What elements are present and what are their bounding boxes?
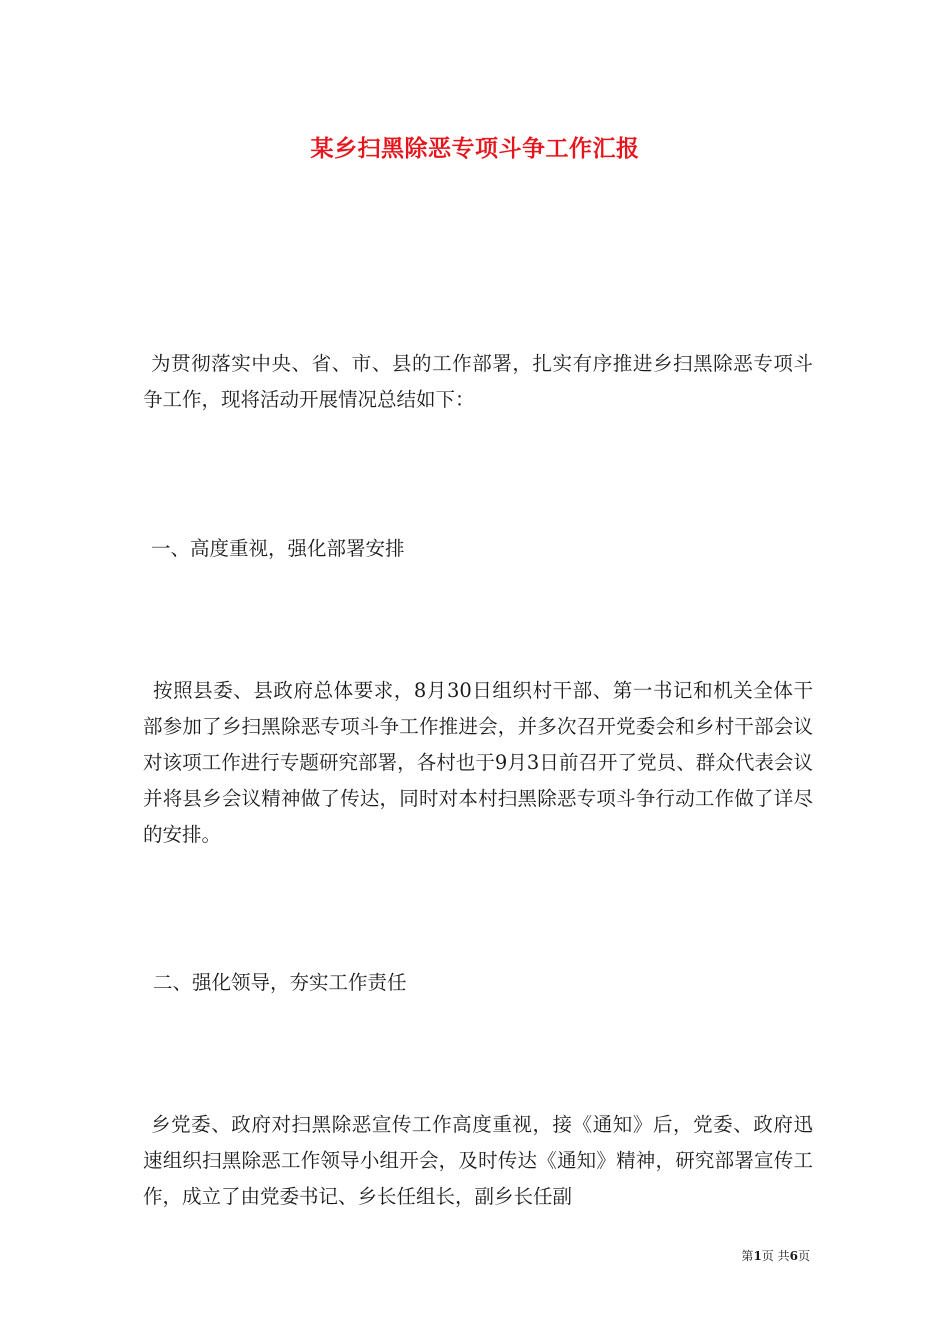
footer-total-pages: 6 xyxy=(789,1249,798,1263)
footer-current-page: 1 xyxy=(753,1249,762,1263)
document-title: 某乡扫黑除恶专项斗争工作汇报 xyxy=(310,135,640,162)
page-footer xyxy=(741,1247,810,1264)
section-body-1: 按照县委、县政府总体要求，8月30日组织村干部、第一书记和机关全体干部参加了乡扫黑除恶专项斗争工作推进会，并多次召开党委会和乡村干部会议对该项工作进行专题研究部署，各村也于9月3日前召开了党员、群众代表会议并将县乡会议精神做了传达，同时对本村扫黑除恶专项斗争行动工作做了详尽的安排。 xyxy=(143,679,813,846)
footer-prefix: 第 xyxy=(741,1249,754,1263)
footer-suffix: 页 xyxy=(797,1249,810,1263)
intro-paragraph: 为贯彻落实中央、省、市、县的工作部署，扎实有序推进乡扫黑除恶专项斗争工作，现将活动开展情况总结如下： xyxy=(143,352,813,411)
footer-middle: 页 共 xyxy=(761,1249,790,1263)
section-heading-2: 二、强化领导，夯实工作责任 xyxy=(153,971,407,994)
section-heading-1: 一、高度重视，强化部署安排 xyxy=(151,537,405,560)
section-body-2: 乡党委、政府对扫黑除恶宣传工作高度重视，接《通知》后，党委、政府迅速组织扫黑除恶工作领导小组开会，及时传达《通知》精神，研究部署宣传工作，成立了由党委书记、乡长任组长，副乡长任副 xyxy=(143,1113,813,1208)
